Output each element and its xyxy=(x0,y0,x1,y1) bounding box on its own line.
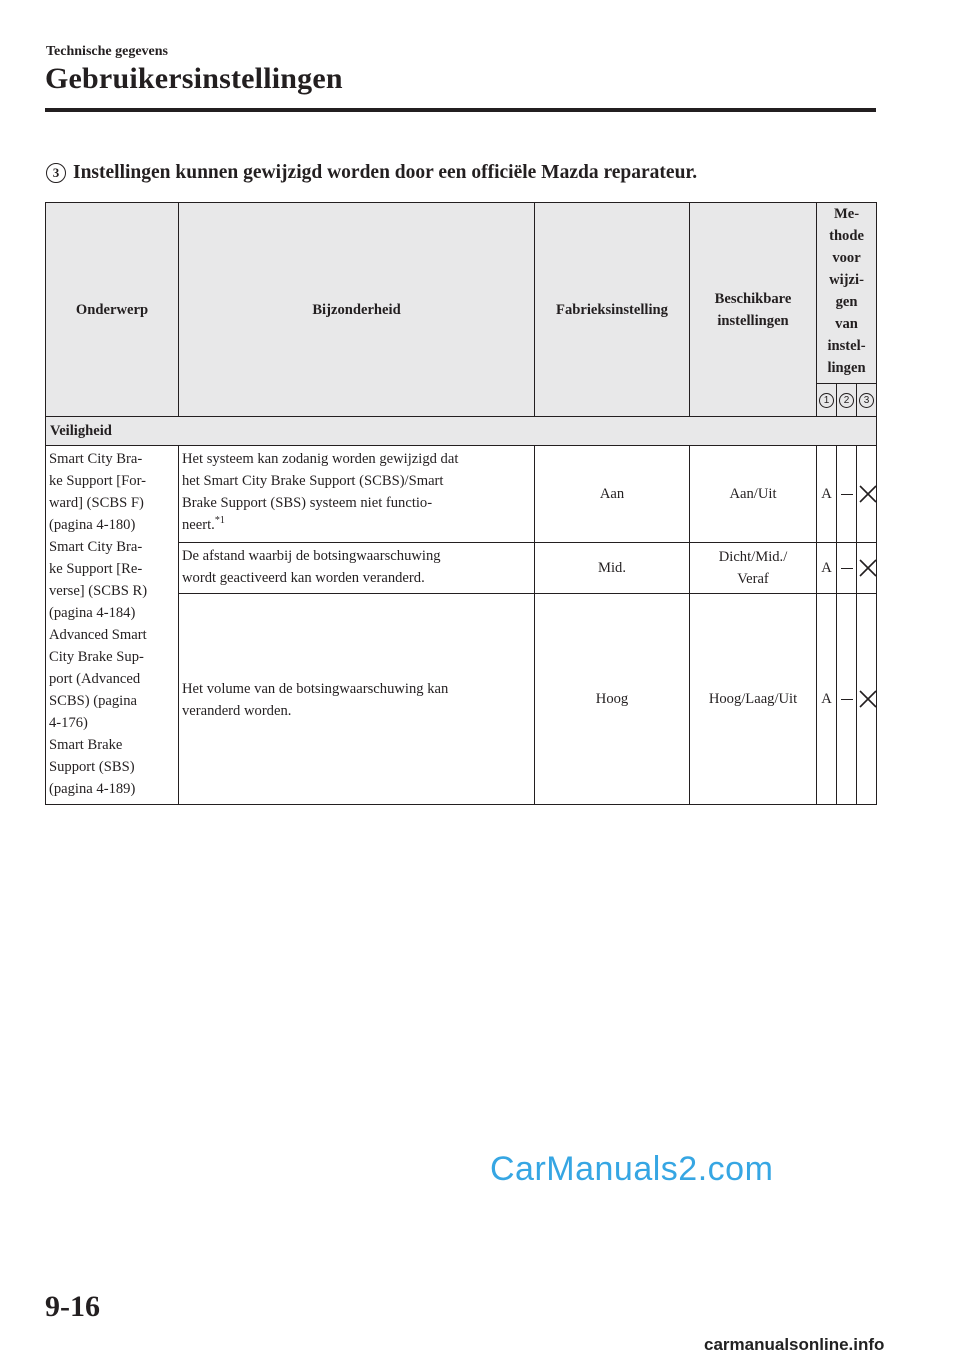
topic-line: Advanced Smart xyxy=(49,627,147,643)
header-method-line: gen xyxy=(835,294,858,310)
page-number: 9-16 xyxy=(45,1290,100,1323)
method-3-cell xyxy=(857,594,877,805)
header-detail: Bijzonderheid xyxy=(179,203,535,417)
topic-line: 4-176) xyxy=(49,715,88,731)
detail-line: Het volume van de botsingwaarschuwing kan xyxy=(182,681,449,697)
page-title: Gebruikersinstellingen xyxy=(45,62,343,95)
detail-line: De afstand waarbij de botsingwaarschuwing xyxy=(182,548,441,564)
header-method-line: voor xyxy=(832,250,861,266)
detail-line: het Smart City Brake Support (SCBS)/Smart xyxy=(182,473,444,489)
table-header-row xyxy=(46,203,877,384)
header-method-line: lingen xyxy=(827,360,866,376)
cross-icon xyxy=(857,688,879,710)
topic-line: port (Advanced xyxy=(49,671,141,687)
available-settings-cell: Aan/Uit xyxy=(690,446,817,543)
category-label: Veiligheid xyxy=(46,417,877,446)
cross-icon xyxy=(857,483,879,505)
settings-table xyxy=(45,202,877,805)
method-1-header xyxy=(817,384,837,417)
method-3-header xyxy=(857,384,877,417)
topic-line: ke Support [For- xyxy=(49,473,146,489)
header-method-line: Me- xyxy=(833,206,860,222)
circled-number-icon: 3 xyxy=(46,163,66,183)
available-settings-cell: Hoog/Laag/Uit xyxy=(690,594,817,805)
category-row xyxy=(46,417,877,446)
topic-line: Smart Brake xyxy=(49,737,123,753)
header-method-line: wijzi- xyxy=(829,272,864,288)
header-topic: Onderwerp xyxy=(46,203,179,417)
header-method-line: instel- xyxy=(827,338,866,354)
detail-line: Brake Support (SBS) systeem niet functio- xyxy=(182,495,433,511)
method-1-icon: 1 xyxy=(819,393,834,408)
detail-cell xyxy=(179,446,535,543)
header-method-line: thode xyxy=(829,228,864,244)
detail-line: Het systeem kan zodanig worden gewijzigd dat xyxy=(182,451,459,467)
topic-line: (pagina 4-189) xyxy=(49,781,136,797)
method-1-cell: A xyxy=(817,543,837,594)
table-row xyxy=(46,446,877,543)
watermark-corner[interactable]: carmanualsonline.info xyxy=(704,1335,885,1354)
topic-line: ke Support [Re- xyxy=(49,561,143,577)
topic-line: Smart City Bra- xyxy=(49,539,143,555)
method-2-cell xyxy=(837,594,857,805)
detail-cell xyxy=(179,594,535,805)
subheading-text: Instellingen kunnen gewijzigd worden door een officiële Mazda reparateur. xyxy=(73,162,698,183)
header-method-line: van xyxy=(835,316,858,332)
section-kicker: Technische gegevens xyxy=(46,44,168,59)
footnote-marker: *1 xyxy=(214,515,225,527)
detail-cell xyxy=(179,543,535,594)
topic-line: (pagina 4-180) xyxy=(49,517,136,533)
cross-icon xyxy=(857,557,879,579)
factory-setting-cell: Aan xyxy=(535,446,690,543)
header-available-settings xyxy=(690,203,817,417)
method-2-header xyxy=(837,384,857,417)
dash-icon xyxy=(841,568,853,569)
method-1-cell: A xyxy=(817,594,837,805)
method-3-icon: 3 xyxy=(859,393,874,408)
available-settings-cell xyxy=(690,543,817,594)
topic-line: Smart City Bra- xyxy=(49,451,143,467)
topic-line: City Brake Sup- xyxy=(49,649,144,665)
method-2-icon: 2 xyxy=(839,393,854,408)
detail-line: wordt geactiveerd kan worden veranderd. xyxy=(182,570,425,586)
header-factory-setting: Fabrieksinstelling xyxy=(535,203,690,417)
available-line: Veraf xyxy=(737,571,769,587)
subheading xyxy=(46,162,697,184)
watermark-logo[interactable]: CarManuals2.com xyxy=(490,1150,774,1188)
topic-cell xyxy=(46,446,179,805)
available-line: Dicht/Mid./ xyxy=(718,549,788,565)
method-2-cell xyxy=(837,543,857,594)
header-available-line: instellingen xyxy=(717,312,789,329)
dash-icon xyxy=(841,699,853,700)
method-1-cell: A xyxy=(817,446,837,543)
method-3-cell xyxy=(857,446,877,543)
detail-text: neert. xyxy=(182,517,215,533)
method-2-cell xyxy=(837,446,857,543)
header-available-line: Beschikbare xyxy=(714,290,792,307)
detail-line xyxy=(182,514,531,536)
topic-line: verse] (SCBS R) xyxy=(49,583,148,599)
header-method xyxy=(817,203,877,384)
dash-icon xyxy=(841,494,853,495)
topic-line: SCBS) (pagina xyxy=(49,693,137,709)
topic-line: Support (SBS) xyxy=(49,759,135,775)
topic-line: (pagina 4-184) xyxy=(49,605,136,621)
topic-line: ward] (SCBS F) xyxy=(49,495,144,511)
factory-setting-cell: Hoog xyxy=(535,594,690,805)
factory-setting-cell: Mid. xyxy=(535,543,690,594)
method-3-cell xyxy=(857,543,877,594)
detail-line: veranderd worden. xyxy=(182,703,292,719)
title-divider xyxy=(45,108,876,112)
